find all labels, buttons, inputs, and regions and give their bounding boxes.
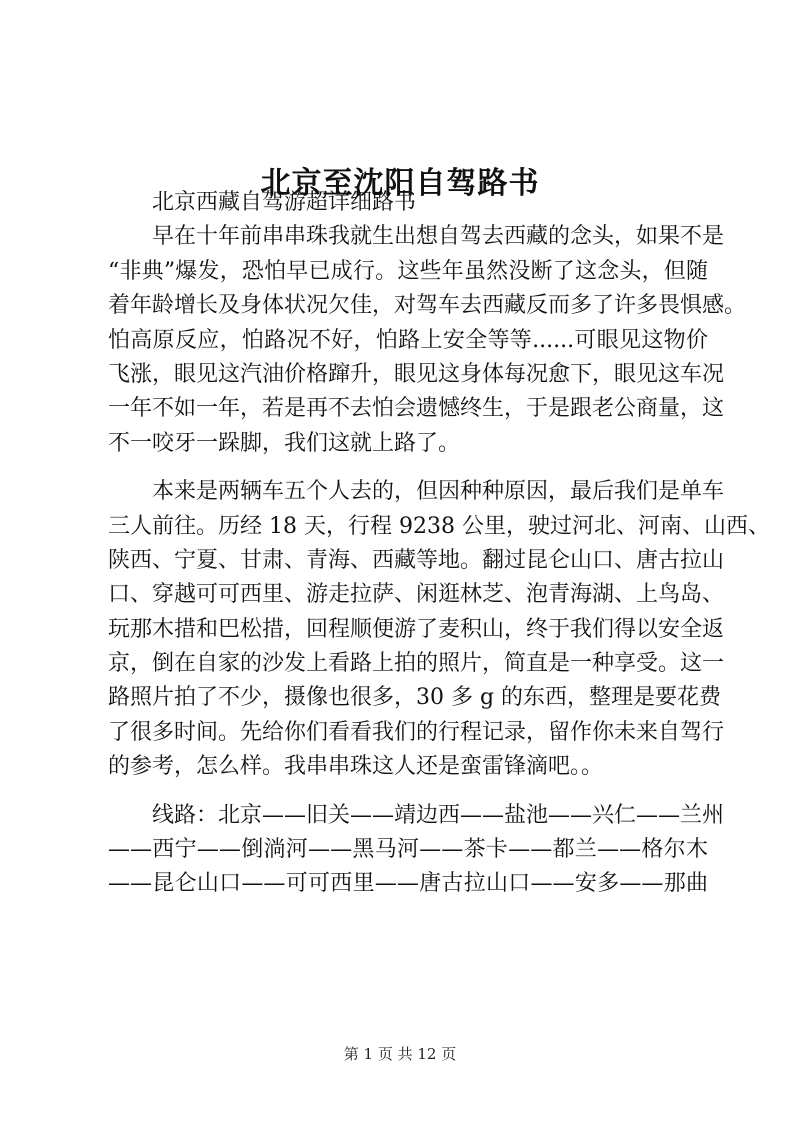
- paragraph-line: 了很多时间。先给你们看看我们的行程记录，留作你未来自驾行: [108, 719, 725, 745]
- paragraph-line: 玩那木措和巴松措，回程顺便游了麦积山，终于我们得以安全返: [108, 616, 725, 642]
- route-line: 线路：北京——旧关——靖边西——盐池——兴仁——兰州: [152, 802, 725, 828]
- paragraph-line: 口、穿越可可西里、游走拉萨、闲逛林芝、泡青海湖、上鸟岛、: [108, 582, 725, 608]
- paragraph-line: 飞涨，眼见这汽油价格蹿升，眼见这身体每况愈下，眼见这车况: [108, 361, 725, 387]
- route-line: ——昆仑山口——可可西里——唐古拉山口——安多——那曲: [108, 871, 708, 897]
- paragraph-line: 三人前往。历经 18 天，行程 9238 公里，驶过河北、河南、山西、: [108, 513, 770, 539]
- route-line: ——西宁——倒淌河——黑马河——茶卡——都兰——格尔木: [108, 837, 708, 863]
- document-body: [108, 186, 770, 902]
- paragraph-line: 着年龄增长及身体状况欠佳，对驾车去西藏反而多了许多畏惧感。: [108, 293, 747, 319]
- paragraph-line: 京，倒在自家的沙发上看路上拍的照片，简直是一种享受。这一: [108, 651, 725, 677]
- page-title: 北京至沈阳自驾路书: [260, 166, 540, 202]
- paragraph-line: 早在十年前串串珠我就生出想自驾去西藏的念头，如果不是: [152, 224, 725, 250]
- subtitle-line: 北京西藏自驾游超详细路书: [152, 190, 417, 215]
- paragraph-line: 路照片拍了不少，摄像也很多，30 多 g 的东西，整理是要花费: [108, 685, 722, 711]
- paragraph-line: 陕西、宁夏、甘肃、青海、西藏等地。翻过昆仑山口、唐古拉山: [108, 547, 725, 573]
- paragraph-line: 一年不如一年，若是再不去怕会遗憾终生，于是跟老公商量，这: [108, 396, 725, 422]
- page-number-footer: 第 1 页 共 12 页: [343, 1045, 457, 1063]
- paragraph-line: 怕高原反应，怕路况不好，怕路上安全等等......可眼见这物价: [108, 327, 708, 353]
- paragraph-line: 本来是两辆车五个人去的，但因种种原因，最后我们是单车: [152, 479, 725, 505]
- paragraph-line: 的参考，怎么样。我串串珠这人还是蛮雷锋滴吧。。: [108, 754, 604, 780]
- paragraph-line: 不一咬牙一跺脚，我们这就上路了。: [108, 430, 461, 456]
- paragraph-line: “非典”爆发，恐怕早已成行。这些年虽然没断了这念头，但随: [108, 258, 708, 284]
